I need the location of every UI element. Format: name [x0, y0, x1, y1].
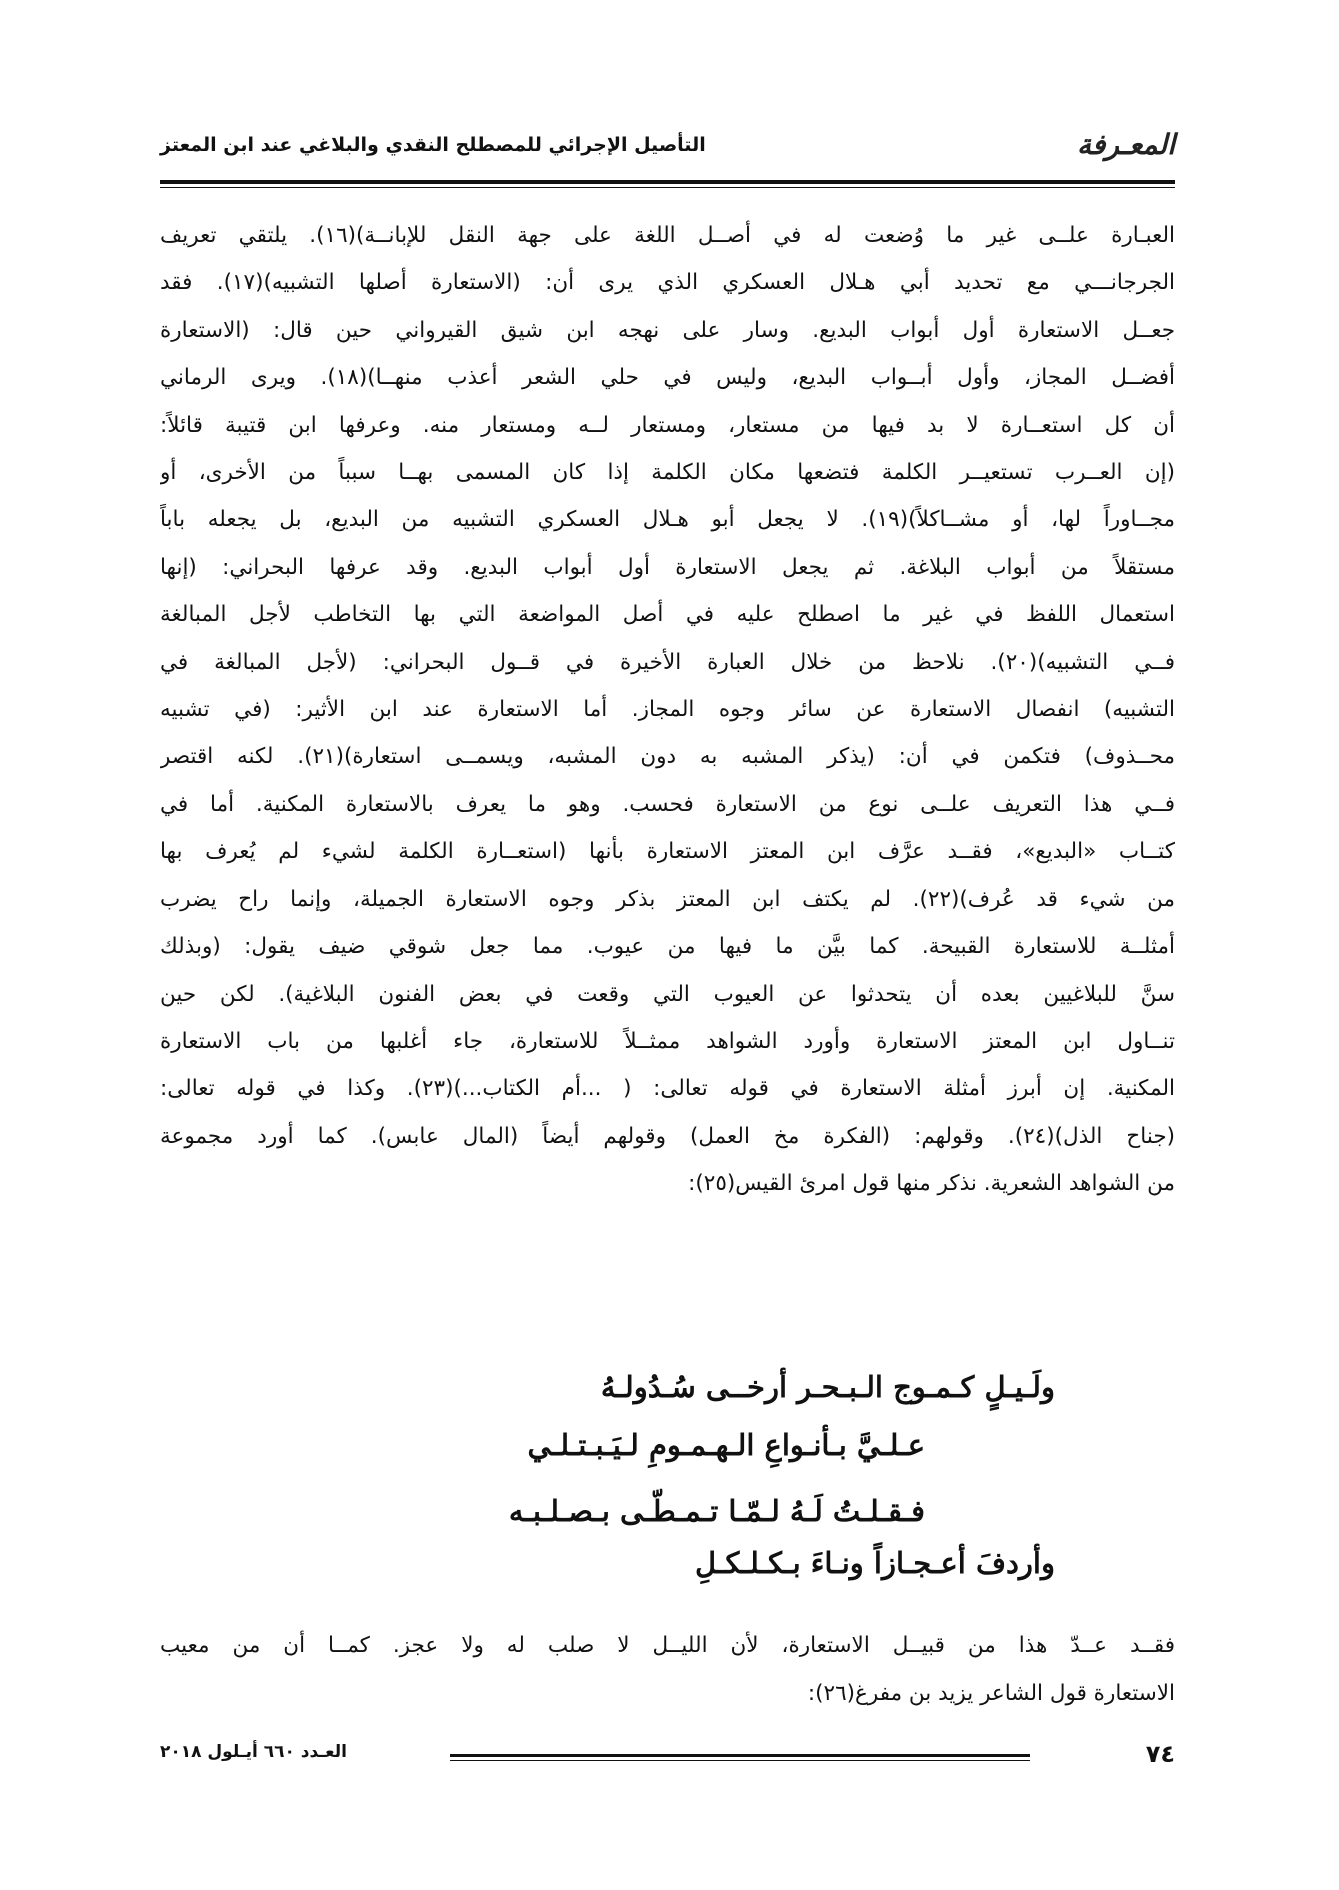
text-line: (إن العــرب تستعيــر الكلمة فتضعها مكان الكلمة إذا كان المسمى بهــا سبباً من الأخرى، أو: [160, 460, 1175, 486]
page-header: [160, 128, 1175, 172]
text-line: كتــاب «البديع»، فقــد عرَّف ابن المعتز الاستعارة بأنها (استعــارة الكلمة لشيء لم يُعرف بها: [160, 839, 1175, 865]
text-line: أن كل استعــارة لا بد فيها من مستعار، ومستعار لــه ومستعار منه. وعرفها ابن قتيبة قائلاً:: [160, 412, 1175, 438]
text-line: مجــاوراً لها، أو مشــاكلاً)(١٩). لا يجعل أبو هـلال العسكري التشبيه من البديع، بل يجعله باباً: [160, 507, 1175, 533]
footer-rule-thin: [450, 1760, 1030, 1761]
body-text: [160, 212, 1175, 1208]
text-line: فــي التشبيه)(٢٠). نلاحظ من خلال العبارة الأخيرة في قــول البحراني: (لأجل المبالغة في: [160, 649, 1175, 675]
text-line: العبـارة علــى غير ما وُضعت له في أصــل اللغة على جهة النقل للإبانــة)(١٦). يلتقي تعريف: [160, 223, 1175, 248]
text-line: أمثلــة للاستعارة القبيحة. كما بيَّن ما فيها من عيوب. مما جعل شوقي ضيف يقول: (وبذلك: [160, 934, 1175, 960]
text-line: مستقلاً من أبواب البلاغة. ثم يجعل الاستعارة أول أبواب البديع. وقد عرفها البحراني: (إنها: [160, 554, 1175, 580]
text-line: من الشواهد الشعرية. نذكر منها قول امرئ القيس(٢٥):: [688, 1171, 1175, 1197]
text-line: من شيء قد عُرف)(٢٢). لم يكتف ابن المعتز بذكر وجوه الاستعارة الجميلة، وإنما راح يضرب: [160, 886, 1175, 912]
poem-verse: ولَـيـلٍ كـمـوج الـبـحـر أرخــى سُـدُولـهُ: [600, 1370, 1055, 1404]
poem: [160, 1370, 1175, 1610]
body-text-continued: [160, 1622, 1175, 1718]
text-line: فــي هذا التعريف علــى نوع من الاستعارة فحسب. وهو ما يعرف بالاستعارة المكنية. أما في: [160, 791, 1175, 817]
text-line: التشبيه) انفصال الاستعارة عن سائر وجوه المجاز. أما الاستعارة عند ابن الأثير: (في تشبيه: [160, 697, 1175, 723]
header-rule: [160, 180, 1175, 184]
text-line: تنــاول ابن المعتز الاستعارة وأورد الشواهد ممثــلاً للاستعارة، جاء أغلبها من باب الاستعارة: [160, 1028, 1175, 1054]
text-line: الاستعارة قول الشاعر يزيد بن مفرغ(٢٦):: [807, 1681, 1175, 1706]
page-footer: [160, 1740, 1175, 1780]
text-line: (جناح الذل)(٢٤). وقولهم: (الفكرة مخ العمل) وقولهم أيضاً (المال عابس). كما أورد مجموعة: [160, 1123, 1175, 1149]
poem-verse: عـلـيَّ بـأنـواعِ الـهـمـومِ لـيَـبـتـلـي: [527, 1428, 925, 1462]
text-line: الجرجانـــي مع تحديد أبي هـلال العسكري الذي يرى أن: (الاستعارة أصلها التشبيه)(١٧). فقد: [160, 270, 1175, 296]
header-rule-thin: [160, 187, 1175, 188]
text-line: سنَّ للبلاغيين بعده أن يتحدثوا عن العيوب التي وقعت في بعض الفنون البلاغية). لكن حين: [160, 981, 1175, 1007]
text-line: أفضــل المجاز، وأول أبــواب البديع، وليس في حلي الشعر أعذب منهــا)(١٨). ويرى الرماني: [160, 365, 1175, 391]
text-line: محــذوف) فتكمن في أن: (يذكر المشبه به دون المشبه، ويسمــى استعارة)(٢١). لكنه اقتصر: [160, 744, 1175, 770]
poem-verse: وأردفَ أعـجـازاً ونـاءَ بـكـلـكـلِ: [695, 1546, 1055, 1580]
journal-logo: المعـرفة: [1076, 128, 1175, 161]
text-line: فقــد عــدّ هذا من قبيــل الاستعارة، لأن الليــل لا صلب له ولا عجز. كمــا أن من معيب: [160, 1633, 1175, 1658]
page-number: ٧٤: [1145, 1740, 1175, 1768]
poem-verse: فـقـلـتُ لَـهُ لـمّـا تـمـطّـى بـصـلـبـه: [508, 1494, 925, 1528]
footer-rule: [450, 1754, 1030, 1757]
text-line: استعمال اللفظ في غير ما اصطلح عليه في أصل المواضعة التي بها التخاطب لأجل المبالغة: [160, 602, 1175, 628]
running-title: التأصيل الإجرائي للمصطلح النقدي والبلاغي عند ابن المعتز: [160, 134, 706, 156]
text-line: جعــل الاستعارة أول أبواب البديع. وسار على نهجه ابن شيق القيرواني حين قال: (الاستعارة: [160, 317, 1175, 343]
issue-label: العـدد ٦٦٠ أيـلول ٢٠١٨: [160, 1742, 347, 1762]
text-line: المكنية. إن أبرز أمثلة الاستعارة في قوله تعالى: ( ...أم الكتاب...)(٢٣). وكذا في قوله تعالى:: [160, 1076, 1175, 1102]
